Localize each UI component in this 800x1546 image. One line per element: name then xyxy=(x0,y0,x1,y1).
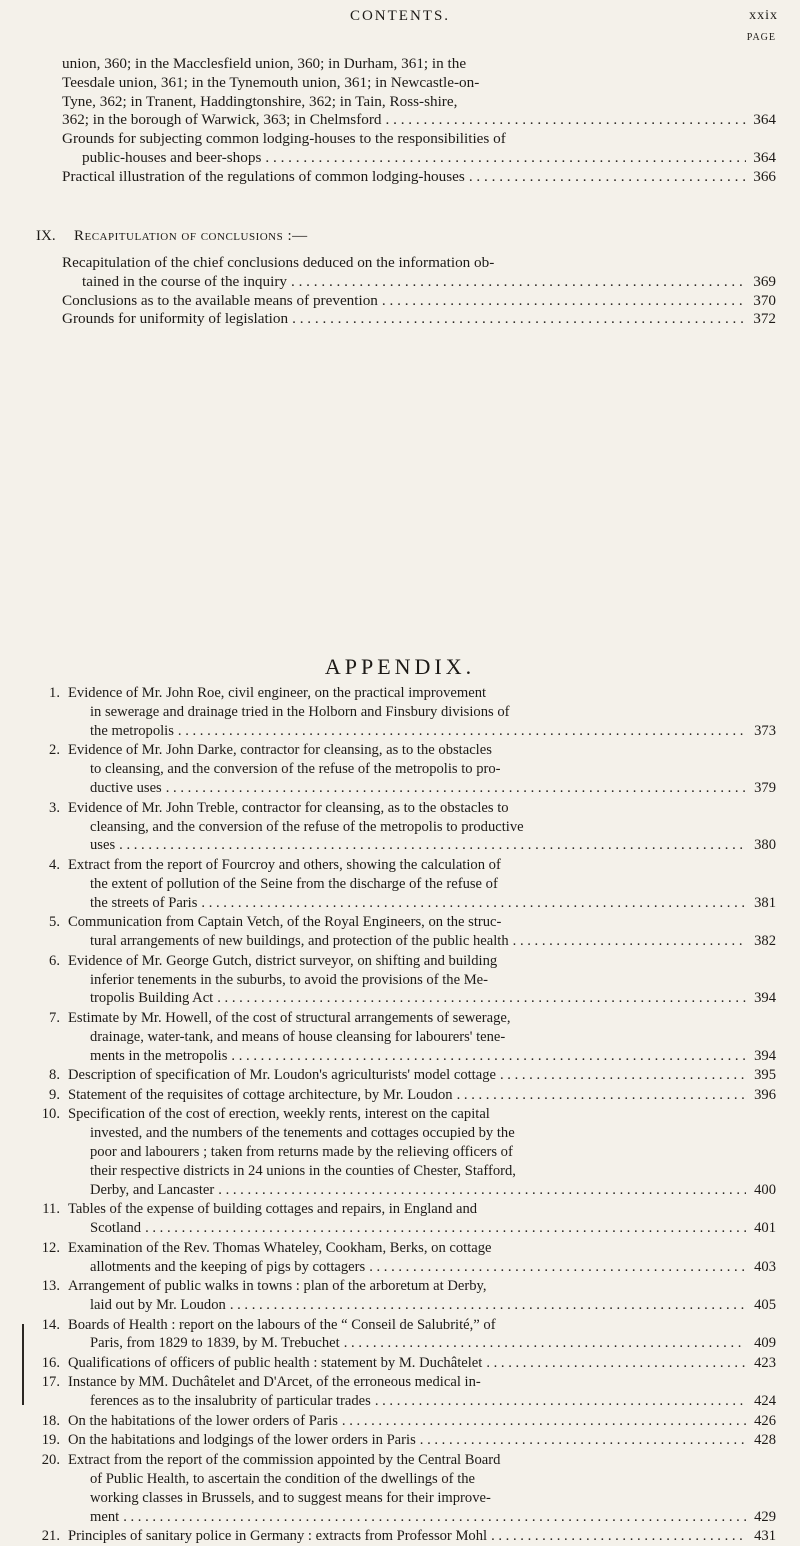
item-last-line xyxy=(90,894,776,913)
appendix-item xyxy=(30,1373,776,1411)
item-number: 1. xyxy=(49,685,60,701)
item-number: 12. xyxy=(41,1239,60,1256)
dot-leader xyxy=(227,1047,746,1066)
section-title: Recapitulation of conclusions :— xyxy=(74,228,308,244)
item-last-line xyxy=(68,1086,776,1105)
item-last-line xyxy=(90,722,776,741)
item-last-line xyxy=(68,1527,776,1546)
item-text: tural arrangements of new buildings, and protection of the public health xyxy=(90,933,509,950)
item-text: On the habitations of the lower orders of Paris xyxy=(68,1412,338,1429)
item-number: 16. xyxy=(41,1354,60,1371)
intro-block-2 xyxy=(62,130,776,186)
item-page: 381 xyxy=(754,894,776,911)
dot-leader xyxy=(365,1258,746,1277)
item-line: invested, and the numbers of the tenements and cottages occupied by the xyxy=(90,1125,515,1142)
item-text: the metropolis xyxy=(90,722,174,739)
dot-leader xyxy=(482,1354,746,1373)
item-last-line xyxy=(90,1392,776,1411)
toc-page: 364 xyxy=(753,148,776,166)
appendix-item xyxy=(30,1527,776,1546)
item-last-line xyxy=(90,1181,776,1200)
item-page: 426 xyxy=(754,1412,776,1429)
item-text: ferences as to the insalubrity of particular trades xyxy=(90,1393,371,1410)
appendix-title: APPENDIX. xyxy=(324,654,476,679)
item-line: Specification of the cost of erection, weekly rents, interest on the capital xyxy=(68,1106,490,1123)
item-page: 431 xyxy=(754,1528,776,1544)
item-number: 6. xyxy=(49,952,60,969)
item-line: cleansing, and the conversion of the refuse of the metropolis to productive xyxy=(90,818,524,835)
item-last-line xyxy=(68,1066,776,1085)
intro-line: Tyne, 362; in Tranent, Haddingtonshire, 362; in Tain, Ross-shire, xyxy=(62,92,458,110)
item-text: uses xyxy=(90,837,116,854)
item-line: of Public Health, to ascertain the condition of the dwellings of the xyxy=(90,1470,476,1487)
item-page: 429 xyxy=(754,1508,776,1525)
section-heading xyxy=(36,228,308,245)
dot-leader xyxy=(261,149,746,168)
dot-leader xyxy=(453,1086,746,1105)
toc-page: 366 xyxy=(753,167,776,185)
dot-leader xyxy=(214,1181,746,1200)
item-page: 380 xyxy=(754,837,776,854)
dot-leader xyxy=(197,894,746,913)
item-number: 19. xyxy=(41,1432,60,1449)
item-number: 3. xyxy=(49,799,60,816)
appendix-item xyxy=(30,913,776,951)
toc-text: 362; in the borough of Warwick, 363; in Chelmsford xyxy=(62,111,382,129)
item-page: 423 xyxy=(754,1354,776,1371)
item-number: 17. xyxy=(41,1374,60,1391)
item-text: the streets of Paris xyxy=(90,894,198,911)
dot-leader xyxy=(162,779,746,798)
toc-text: tained in the course of the inquiry xyxy=(82,272,287,290)
item-line: Arrangement of public walks in towns : plan of the arboretum at Derby, xyxy=(68,1278,487,1295)
appendix-item xyxy=(30,1451,776,1527)
item-last-line xyxy=(90,989,776,1008)
intro-line: Teesdale union, 361; in the Tynemouth union, 361; in Newcastle-on- xyxy=(62,73,480,91)
binding-edge-line xyxy=(22,1324,24,1405)
toc-page: 369 xyxy=(753,272,776,290)
toc-line xyxy=(62,273,776,292)
item-last-line xyxy=(90,1334,776,1353)
item-last-line xyxy=(90,1219,776,1238)
item-page: 428 xyxy=(754,1432,776,1449)
item-line: Examination of the Rev. Thomas Whateley, Cookham, Berks, on cottage xyxy=(68,1239,492,1256)
appendix-item xyxy=(30,1316,776,1354)
item-last-line xyxy=(90,1047,776,1066)
item-text: Paris, from 1829 to 1839, by M. Trebuchet xyxy=(90,1335,340,1352)
item-text: ductive uses xyxy=(90,780,162,797)
toc-line xyxy=(62,168,776,187)
item-page: 405 xyxy=(754,1297,776,1313)
intro-line: union, 360; in the Macclesfield union, 360; in Durham, 361; in the xyxy=(62,55,467,72)
item-last-line xyxy=(68,1412,776,1431)
section-ix-entries xyxy=(62,254,776,329)
page-column-label: PAGE xyxy=(746,32,776,43)
item-text: Statement of the requisites of cottage architecture, by Mr. Loudon xyxy=(68,1086,453,1103)
toc-page: 364 xyxy=(753,111,776,129)
item-last-line xyxy=(90,836,776,855)
item-number: 20. xyxy=(41,1451,60,1468)
appendix-item xyxy=(30,684,776,741)
item-number: 4. xyxy=(49,856,60,873)
item-page: 424 xyxy=(754,1393,776,1410)
item-line: to cleansing, and the conversion of the refuse of the metropolis to pro- xyxy=(90,761,501,778)
item-last-line xyxy=(68,1431,776,1450)
item-page: 394 xyxy=(754,1047,776,1064)
dot-leader xyxy=(382,111,747,130)
toc-line xyxy=(62,111,776,130)
dot-leader xyxy=(115,836,746,855)
item-page: 403 xyxy=(754,1258,776,1275)
item-line: Evidence of Mr. George Gutch, district surveyor, on shifting and building xyxy=(68,952,498,969)
item-last-line xyxy=(90,1258,776,1277)
appendix-item xyxy=(30,1200,776,1238)
item-text: ments in the metropolis xyxy=(90,1047,228,1064)
appendix-item xyxy=(30,1354,776,1373)
item-number: 11. xyxy=(42,1201,60,1218)
toc-text: Recapitulation of the chief conclusions deduced on the information ob- xyxy=(62,254,495,271)
appendix-item xyxy=(30,1009,776,1066)
item-text: ment xyxy=(90,1508,120,1525)
item-line: poor and labourers ; taken from returns made by the relieving officers of xyxy=(90,1144,513,1160)
item-page: 379 xyxy=(754,780,776,797)
item-page: 373 xyxy=(754,722,776,739)
item-last-line xyxy=(68,1354,776,1373)
section-number: IX. xyxy=(36,228,56,244)
toc-text: public-houses and beer-shops xyxy=(82,148,262,166)
item-number: 10. xyxy=(41,1106,60,1123)
item-number: 13. xyxy=(41,1278,60,1295)
item-page: 401 xyxy=(754,1220,776,1237)
item-line: their respective districts in 24 unions in the counties of Chester, Stafford, xyxy=(90,1162,516,1179)
item-last-line xyxy=(90,1296,776,1315)
dot-leader xyxy=(416,1431,746,1450)
dot-leader xyxy=(378,292,746,311)
toc-line xyxy=(62,149,776,168)
running-title: CONTENTS. xyxy=(349,8,451,24)
appendix-item xyxy=(30,1412,776,1431)
toc-text: Grounds for subjecting common lodging-houses to the responsibilities of xyxy=(62,130,506,147)
dot-leader xyxy=(509,932,746,951)
dot-leader xyxy=(338,1412,746,1431)
item-line: Tables of the expense of building cottages and repairs, in England and xyxy=(68,1201,478,1218)
toc-line xyxy=(62,310,776,329)
item-line: Evidence of Mr. John Darke, contractor for cleansing, as to the obstacles xyxy=(68,742,492,759)
dot-leader xyxy=(119,1508,746,1527)
appendix-item xyxy=(30,1431,776,1450)
item-page: 382 xyxy=(754,933,776,950)
dot-leader xyxy=(174,722,746,741)
item-page: 394 xyxy=(754,990,776,1007)
item-number: 2. xyxy=(49,742,60,759)
item-last-line xyxy=(90,779,776,798)
dot-leader xyxy=(340,1334,746,1353)
item-line: inferior tenements in the suburbs, to avoid the provisions of the Me- xyxy=(90,971,489,988)
item-number: 7. xyxy=(49,1009,60,1026)
item-last-line xyxy=(90,1508,776,1527)
item-line: Communication from Captain Vetch, of the Royal Engineers, on the struc- xyxy=(68,914,502,931)
appendix-item xyxy=(30,799,776,856)
item-number: 14. xyxy=(41,1316,60,1333)
item-text: Principles of sanitary police in Germany : extracts from Professor Mohl xyxy=(68,1528,488,1544)
dot-leader xyxy=(496,1066,746,1085)
appendix-item xyxy=(30,741,776,798)
intro-block xyxy=(62,55,776,130)
item-text: laid out by Mr. Loudon xyxy=(90,1297,226,1313)
appendix-item xyxy=(30,856,776,913)
item-page: 395 xyxy=(754,1067,776,1084)
dot-leader xyxy=(288,310,746,329)
item-text: Qualifications of officers of public health : statement by M. Duchâtelet xyxy=(68,1354,483,1371)
item-line: working classes in Brussels, and to suggest means for their improve- xyxy=(90,1489,491,1506)
item-page: 396 xyxy=(754,1086,776,1103)
item-text: On the habitations and lodgings of the lower orders in Paris xyxy=(68,1432,416,1449)
item-last-line xyxy=(90,932,776,951)
toc-line xyxy=(62,292,776,311)
dot-leader xyxy=(371,1392,746,1411)
appendix-item xyxy=(30,1066,776,1085)
item-page: 400 xyxy=(754,1181,776,1198)
dot-leader xyxy=(465,168,746,187)
item-number: 8. xyxy=(49,1067,60,1084)
item-text: Description of specification of Mr. Loudon's agriculturists' model cottage xyxy=(68,1067,496,1084)
item-number: 18. xyxy=(41,1412,60,1429)
dot-leader xyxy=(213,989,746,1008)
appendix-item xyxy=(30,1277,776,1315)
item-text: allotments and the keeping of pigs by cottagers xyxy=(90,1258,366,1275)
item-line: Instance by MM. Duchâtelet and D'Arcet, of the erroneous medical in- xyxy=(68,1374,481,1391)
dot-leader xyxy=(287,273,746,292)
item-line: drainage, water-tank, and means of house cleansing for labourers' tene- xyxy=(90,1028,506,1045)
item-number: 9. xyxy=(49,1086,60,1103)
item-text: Scotland xyxy=(90,1220,142,1237)
item-page: 409 xyxy=(754,1335,776,1352)
page-number: xxix xyxy=(749,8,778,23)
item-line: Evidence of Mr. John Treble, contractor for cleansing, as to the obstacles to xyxy=(68,799,509,816)
item-text: tropolis Building Act xyxy=(90,990,214,1007)
toc-page: 370 xyxy=(753,291,776,309)
toc-text: Conclusions as to the available means of prevention xyxy=(62,291,378,309)
item-text: Derby, and Lancaster xyxy=(90,1181,215,1198)
appendix-item xyxy=(30,1086,776,1105)
item-line: Extract from the report of Fourcroy and others, showing the calculation of xyxy=(68,856,501,873)
appendix-item xyxy=(30,1239,776,1277)
appendix-item xyxy=(30,952,776,1009)
toc-text: Practical illustration of the regulations of common lodging-houses xyxy=(62,167,465,185)
toc-page: 372 xyxy=(753,310,776,328)
appendix-item xyxy=(30,1105,776,1200)
item-line: the extent of pollution of the Seine from the discharge of the refuse of xyxy=(90,875,498,892)
item-line: Estimate by Mr. Howell, of the cost of structural arrangements of sewerage, xyxy=(68,1009,511,1026)
item-line: Boards of Health : report on the labours of the “ Conseil de Salubrité,” of xyxy=(68,1316,496,1333)
item-number: 5. xyxy=(49,914,60,931)
dot-leader xyxy=(226,1296,746,1315)
dot-leader xyxy=(487,1527,746,1546)
dot-leader xyxy=(141,1219,746,1238)
item-line: in sewerage and drainage tried in the Holborn and Finsbury divisions of xyxy=(90,703,510,720)
item-line: Extract from the report of the commission appointed by the Central Board xyxy=(68,1451,501,1468)
item-line: Evidence of Mr. John Roe, civil engineer, on the practical improvement xyxy=(68,685,487,701)
toc-text: Grounds for uniformity of legislation xyxy=(62,310,289,328)
item-number: 21. xyxy=(41,1528,60,1544)
